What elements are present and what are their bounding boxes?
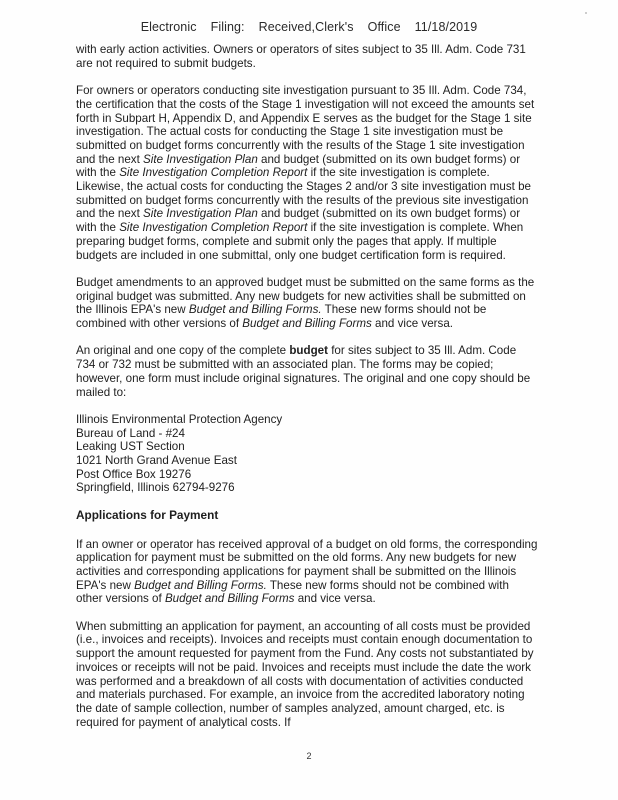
text-run: Budget and Billing Forms — [164, 592, 295, 606]
text-run: For owners or operators conducting site investigation pursuant to 35 Ill. Adm. Code 734, the certification that the costs of the Stage 1 investigation will not exceed the amounts set forth in Subpart H, Appendix D, and Appendix E serves as the budget for the Stage 1 site investigation. The actual costs for conducting the Stage 1 site investigation must be submitted on budget forms concurrently with the results of the Stage 1 site investigation and the next — [76, 84, 535, 166]
text-run: if the site investigation is complete. Likewise, the actual costs for conducting the Stages 2 and/or 3 site investigation must be submitted on budget forms concurrently with the results of the previous site investigation and the next — [76, 166, 531, 221]
paragraph-site-investigation — [76, 84, 538, 262]
address-line: 1021 North Grand Avenue East — [76, 454, 237, 468]
stamp-part-filing: Filing: — [210, 20, 245, 34]
document-body — [76, 43, 538, 743]
text-run: if the site investigation is complete. When preparing budget forms, complete and submit only the pages that apply. If multiple budgets are included in one submittal, only one budget certification form is required. — [76, 221, 524, 262]
address-line: Springfield, Illinois 62794-9276 — [76, 481, 235, 495]
electronic-filing-stamp — [0, 20, 618, 34]
address-line: Post Office Box 19276 — [76, 467, 192, 481]
paragraph-original-copy — [76, 344, 538, 399]
address-line: Illinois Environmental Protection Agency — [76, 412, 283, 426]
text-run: and vice versa. — [371, 317, 453, 331]
page-number: 2 — [306, 751, 312, 761]
stamp-part-office: Office — [367, 20, 401, 34]
stamp-part-electronic: Electronic — [140, 20, 197, 34]
text-run: Site Investigation Completion Report — [119, 166, 308, 180]
text-run: If an owner or operator has received approval of a budget on old forms, the corresponding application for payment must be submitted on the old forms. Any new budgets for new activities and corresponding applications for payment shall be submitted on the Illinois EPA's new — [76, 537, 538, 592]
text-run: budget — [289, 344, 328, 358]
text-run: and vice versa. — [294, 592, 376, 606]
text-run: These new forms should not be combined with other versions of — [76, 578, 509, 606]
text-run: Budget and Billing Forms — [242, 317, 372, 331]
paragraph-accounting: When submitting an application for payment, an accounting of all costs must be provided (i.e., invoices and receipts). Invoices and receipts must contain enough documentation to support the amount requested for payment from the Fund. Any costs not substantiated by invoices or receipts will not be paid. Invoices and receipts must include the date the work was performed and a breakdown of all costs with documentation of activities conducted and materials purchased. For example, an invoice from the accredited laboratory noting the date of sample collection, number of samples analyzed, amount charged, etc. is required for payment of analytical costs. If — [76, 619, 534, 729]
mailing-address — [76, 413, 538, 495]
text-run: Budget and Billing Forms. — [134, 578, 267, 592]
text-run: and budget (submitted on its own budget forms) or with the — [76, 152, 521, 180]
address-line: Bureau of Land - #24 — [76, 426, 185, 440]
text-run: Site Investigation Completion Report — [119, 221, 308, 235]
paragraph-old-forms — [76, 538, 538, 607]
text-run: and budget (submitted on its own budget forms) or with the — [76, 207, 521, 235]
paragraph-budget-amendments — [76, 276, 538, 331]
address-line: Leaking UST Section — [76, 440, 185, 454]
text-run: Site Investigation Plan — [143, 152, 258, 166]
text-run: Budget amendments to an approved budget must be submitted on the same forms as the original budget was submitted. Any new budgets for new activities shall be submitted on the Illinois EPA's new — [76, 275, 535, 317]
stamp-part-date: 11/18/2019 — [414, 20, 478, 34]
paragraph-early-action: with early action activities. Owners or operators of sites subject to 35 Ill. Adm. Code 731 are not required to submit budgets. — [76, 43, 526, 70]
stamp-part-received: Received,Clerk's — [258, 20, 354, 34]
text-run: Site Investigation Plan — [143, 207, 258, 221]
scan-speck — [585, 12, 587, 14]
text-run: Budget and Billing Forms. — [188, 303, 322, 317]
text-run: These new forms should not be combined with other versions of — [76, 303, 487, 331]
text-run: An original and one copy of the complete — [76, 344, 290, 358]
section-heading-applications: Applications for Payment — [76, 507, 219, 522]
text-run: for sites subject to 35 Ill. Adm. Code 734 or 732 must be submitted with an associated plan. The forms may be copied; however, one form must include original signatures. The original and one copy should be mailed to: — [76, 344, 531, 399]
